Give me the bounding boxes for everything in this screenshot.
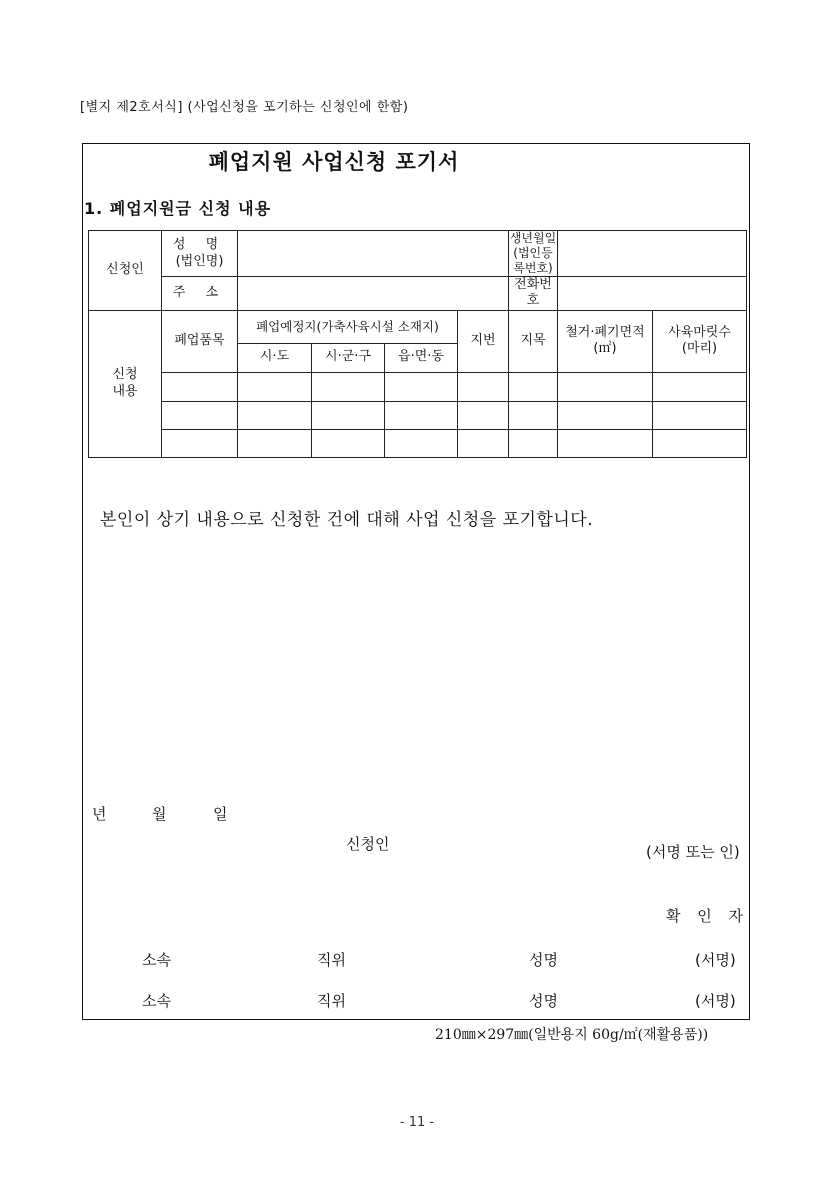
confirmer-signature-label: (서명)	[695, 992, 736, 1010]
confirmer-position-label: 직위	[317, 992, 346, 1010]
town-cell[interactable]	[385, 372, 458, 401]
phone-value-field[interactable]	[558, 277, 747, 311]
table-row	[89, 429, 747, 457]
land-category-cell[interactable]	[509, 372, 558, 401]
closure-item-cell[interactable]	[162, 429, 238, 457]
city-cell[interactable]	[312, 429, 385, 457]
city-header: 시·군·구	[312, 343, 385, 372]
livestock-count-cell[interactable]	[653, 401, 747, 429]
city-cell[interactable]	[312, 372, 385, 401]
date-month-label: 월	[152, 805, 167, 823]
demolition-area-cell[interactable]	[558, 401, 653, 429]
name-value-field[interactable]	[238, 231, 509, 277]
province-header: 시·도	[238, 343, 312, 372]
city-cell[interactable]	[312, 401, 385, 429]
land-category-cell[interactable]	[509, 429, 558, 457]
application-table	[88, 230, 747, 458]
demolition-area-header: 철거·폐기면적 (㎡)	[558, 310, 653, 372]
address-value-field[interactable]	[238, 277, 509, 311]
waiver-statement: 본인이 상기 내용으로 신청한 건에 대해 사업 신청을 포기합니다.	[100, 510, 594, 530]
confirmer-affiliation-label: 소속	[142, 951, 171, 969]
province-cell[interactable]	[238, 372, 312, 401]
signature-or-seal-label: (서명 또는 인)	[646, 843, 740, 861]
table-row	[89, 401, 747, 429]
lot-number-cell[interactable]	[458, 401, 509, 429]
closure-location-header: 폐업예정지(가축사육시설 소재지)	[238, 310, 458, 343]
table-row	[89, 372, 747, 401]
form-number-caption: [별지 제2호서식] (사업신청을 포기하는 신청인에 한함)	[80, 100, 409, 115]
lot-number-cell[interactable]	[458, 429, 509, 457]
livestock-count-header: 사육마릿수 (마리)	[653, 310, 747, 372]
livestock-count-cell[interactable]	[653, 372, 747, 401]
paper-specification: 210㎜×297㎜(일반용지 60g/㎡(재활용품))	[435, 1027, 709, 1043]
closure-item-cell[interactable]	[162, 401, 238, 429]
livestock-count-cell[interactable]	[653, 429, 747, 457]
demolition-area-cell[interactable]	[558, 372, 653, 401]
form-title: 폐업지원 사업신청 포기서	[208, 150, 460, 174]
birth-date-label: 생년월일 (법인등록번호)	[509, 231, 557, 275]
birth-date-value-field[interactable]	[558, 231, 747, 277]
confirmer-affiliation-label: 소속	[142, 992, 171, 1010]
page-number: - 11 -	[399, 1115, 435, 1130]
name-label: 성 명 (법인명)	[162, 231, 238, 277]
closure-item-cell[interactable]	[162, 372, 238, 401]
confirmer-signature-label: (서명)	[695, 951, 736, 969]
address-label: 주 소	[162, 277, 238, 311]
phone-label: 전화번호	[509, 277, 558, 311]
land-category-header: 지목	[509, 310, 558, 372]
closure-item-header: 폐업품목	[162, 310, 238, 372]
applicant-group-label: 신청인	[89, 231, 162, 311]
section-heading: 1. 폐업지원금 신청 내용	[84, 199, 272, 218]
confirmer-position-label: 직위	[317, 951, 346, 969]
land-category-cell[interactable]	[509, 401, 558, 429]
date-day-label: 일	[213, 805, 228, 823]
town-header: 읍·면·동	[385, 343, 458, 372]
province-cell[interactable]	[238, 401, 312, 429]
demolition-area-cell[interactable]	[558, 429, 653, 457]
date-year-label: 년	[92, 805, 107, 823]
town-cell[interactable]	[385, 429, 458, 457]
town-cell[interactable]	[385, 401, 458, 429]
applicant-signature-label: 신청인	[346, 835, 390, 853]
lot-number-header: 지번	[458, 310, 509, 372]
confirmer-name-label: 성명	[529, 951, 558, 969]
lot-number-cell[interactable]	[458, 372, 509, 401]
province-cell[interactable]	[238, 429, 312, 457]
confirmer-name-label: 성명	[529, 992, 558, 1010]
confirmer-heading: 확 인 자	[666, 907, 750, 925]
application-content-group-label: 신청 내용	[89, 310, 162, 457]
